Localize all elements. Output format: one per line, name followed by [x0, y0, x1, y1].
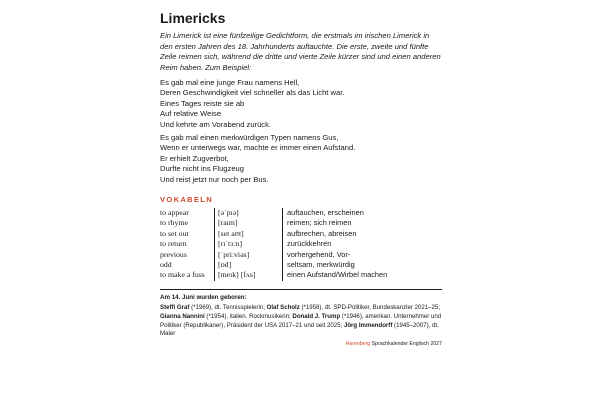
poem-line: Auf relative Weise: [160, 109, 222, 119]
vocab-row: [160, 250, 387, 260]
poem-line: Wenn er unterwegs war, machte er immer einen Aufstand.: [160, 143, 356, 153]
vocab-pronunciation: [raɪm]: [215, 218, 283, 228]
vocab-pronunciation: [meɪk] [fʌs]: [215, 270, 283, 280]
poem-line: Deren Geschwindigkeit viel schneller als das Licht war.: [160, 88, 345, 98]
birthday-name: Jörg Immendorff: [343, 321, 393, 329]
vocab-meaning: vorhergehend, Vor-: [283, 250, 388, 260]
vocab-meaning: zurückkehren: [283, 239, 388, 249]
vocab-pronunciation: [set aʊt]: [215, 229, 283, 239]
poem-line: Eines Tages reiste sie ab: [160, 98, 245, 108]
vocab-row: [160, 239, 387, 249]
poem-line: Und reist jetzt nur noch per Bus.: [160, 174, 269, 184]
intro-paragraph: Ein Limerick ist eine fünfzeilige Gedichtform, die erstmals im irischen Limerick in den ersten Jahren des 18. Jahrhunderts auftauchte. Die erste, zweite und fünfte Zeile reimen sich, während die dritte und vierte Zeile kürzer sind und einen anderen Reim haben. Zum Beispiel:: [160, 31, 441, 72]
publisher-brand: Harenberg: [345, 341, 371, 347]
vocab-meaning: aufbrechen, abreisen: [283, 229, 388, 239]
birthday-info: (*1954), italien. Rockmusikerin;: [204, 312, 293, 320]
birthdays-text: [160, 304, 442, 339]
vocab-pronunciation: [ɒd]: [215, 260, 283, 270]
vocab-term: odd: [160, 260, 172, 270]
vocab-row: [160, 270, 387, 280]
section-divider: [160, 289, 442, 290]
birthday-name: Steffi Graf: [160, 304, 190, 311]
vocab-meaning: reimen; sich reimen: [283, 218, 388, 228]
birthday-info: (1945–2007), dt. Maler: [160, 321, 439, 338]
vocab-pronunciation: [ˈpriːviəs]: [215, 250, 283, 260]
poem-line: Und kehrte am Vorabend zurück.: [160, 119, 272, 129]
birthday-info: (*1946), amerikan. Unternehmer und Politiker (Republikaner), Präsident der USA 2017–21 und seit 2025;: [160, 312, 442, 329]
poem-line: Es gab mal eine junge Frau namens Hell,: [160, 78, 300, 87]
vocab-term: to appear: [160, 208, 189, 217]
vocab-pronunciation: [əˈpɪə]: [215, 208, 283, 218]
vocab-term: previous: [160, 249, 187, 259]
vocab-row: [160, 260, 387, 270]
birthday-name: Donald J. Trump: [292, 312, 341, 320]
vocab-row: [160, 208, 387, 218]
vocab-row: [160, 218, 387, 228]
poem-line: Es gab mal einen merkwürdigen Typen namens Gus,: [160, 133, 339, 142]
vocab-table: [160, 208, 387, 281]
vocab-heading: VOKABELN: [160, 195, 214, 204]
poem-2: [160, 133, 442, 185]
birthday-name: Olaf Scholz: [266, 304, 300, 311]
vocab-pronunciation: [rɪˈtɜːn]: [215, 239, 283, 249]
vocab-meaning: einen Aufstand/Wirbel machen: [283, 270, 388, 280]
vocab-row: [160, 229, 387, 239]
publisher-footer: [346, 341, 442, 347]
birthday-info: (*1969), dt. Tennisspielerin;: [189, 304, 267, 311]
vocab-meaning: seltsam, merkwürdig: [283, 260, 388, 270]
poem-line: Durfte nicht ins Flugzeug: [160, 164, 244, 174]
birthdays-heading: Am 14. Juni wurden geboren:: [160, 294, 247, 301]
vocab-term: to set out: [160, 228, 189, 238]
vocab-meaning: auftauchen, erscheinen: [283, 208, 388, 218]
vocab-term: to make a fuss: [160, 270, 205, 280]
vocab-term: to return: [160, 239, 187, 249]
poem-1: [160, 78, 442, 130]
page-title: Limericks: [160, 10, 226, 26]
poem-line: Er erhielt Zugverbot,: [160, 153, 229, 163]
vocab-term: to rhyme: [160, 218, 188, 228]
publisher-product: Sprachkalender Englisch 2027: [370, 341, 442, 347]
birthday-info: (*1958), dt. SPD-Politiker, Bundeskanzler 2021–25;: [299, 304, 441, 311]
birthday-name: Gianna Nannini: [160, 312, 205, 320]
